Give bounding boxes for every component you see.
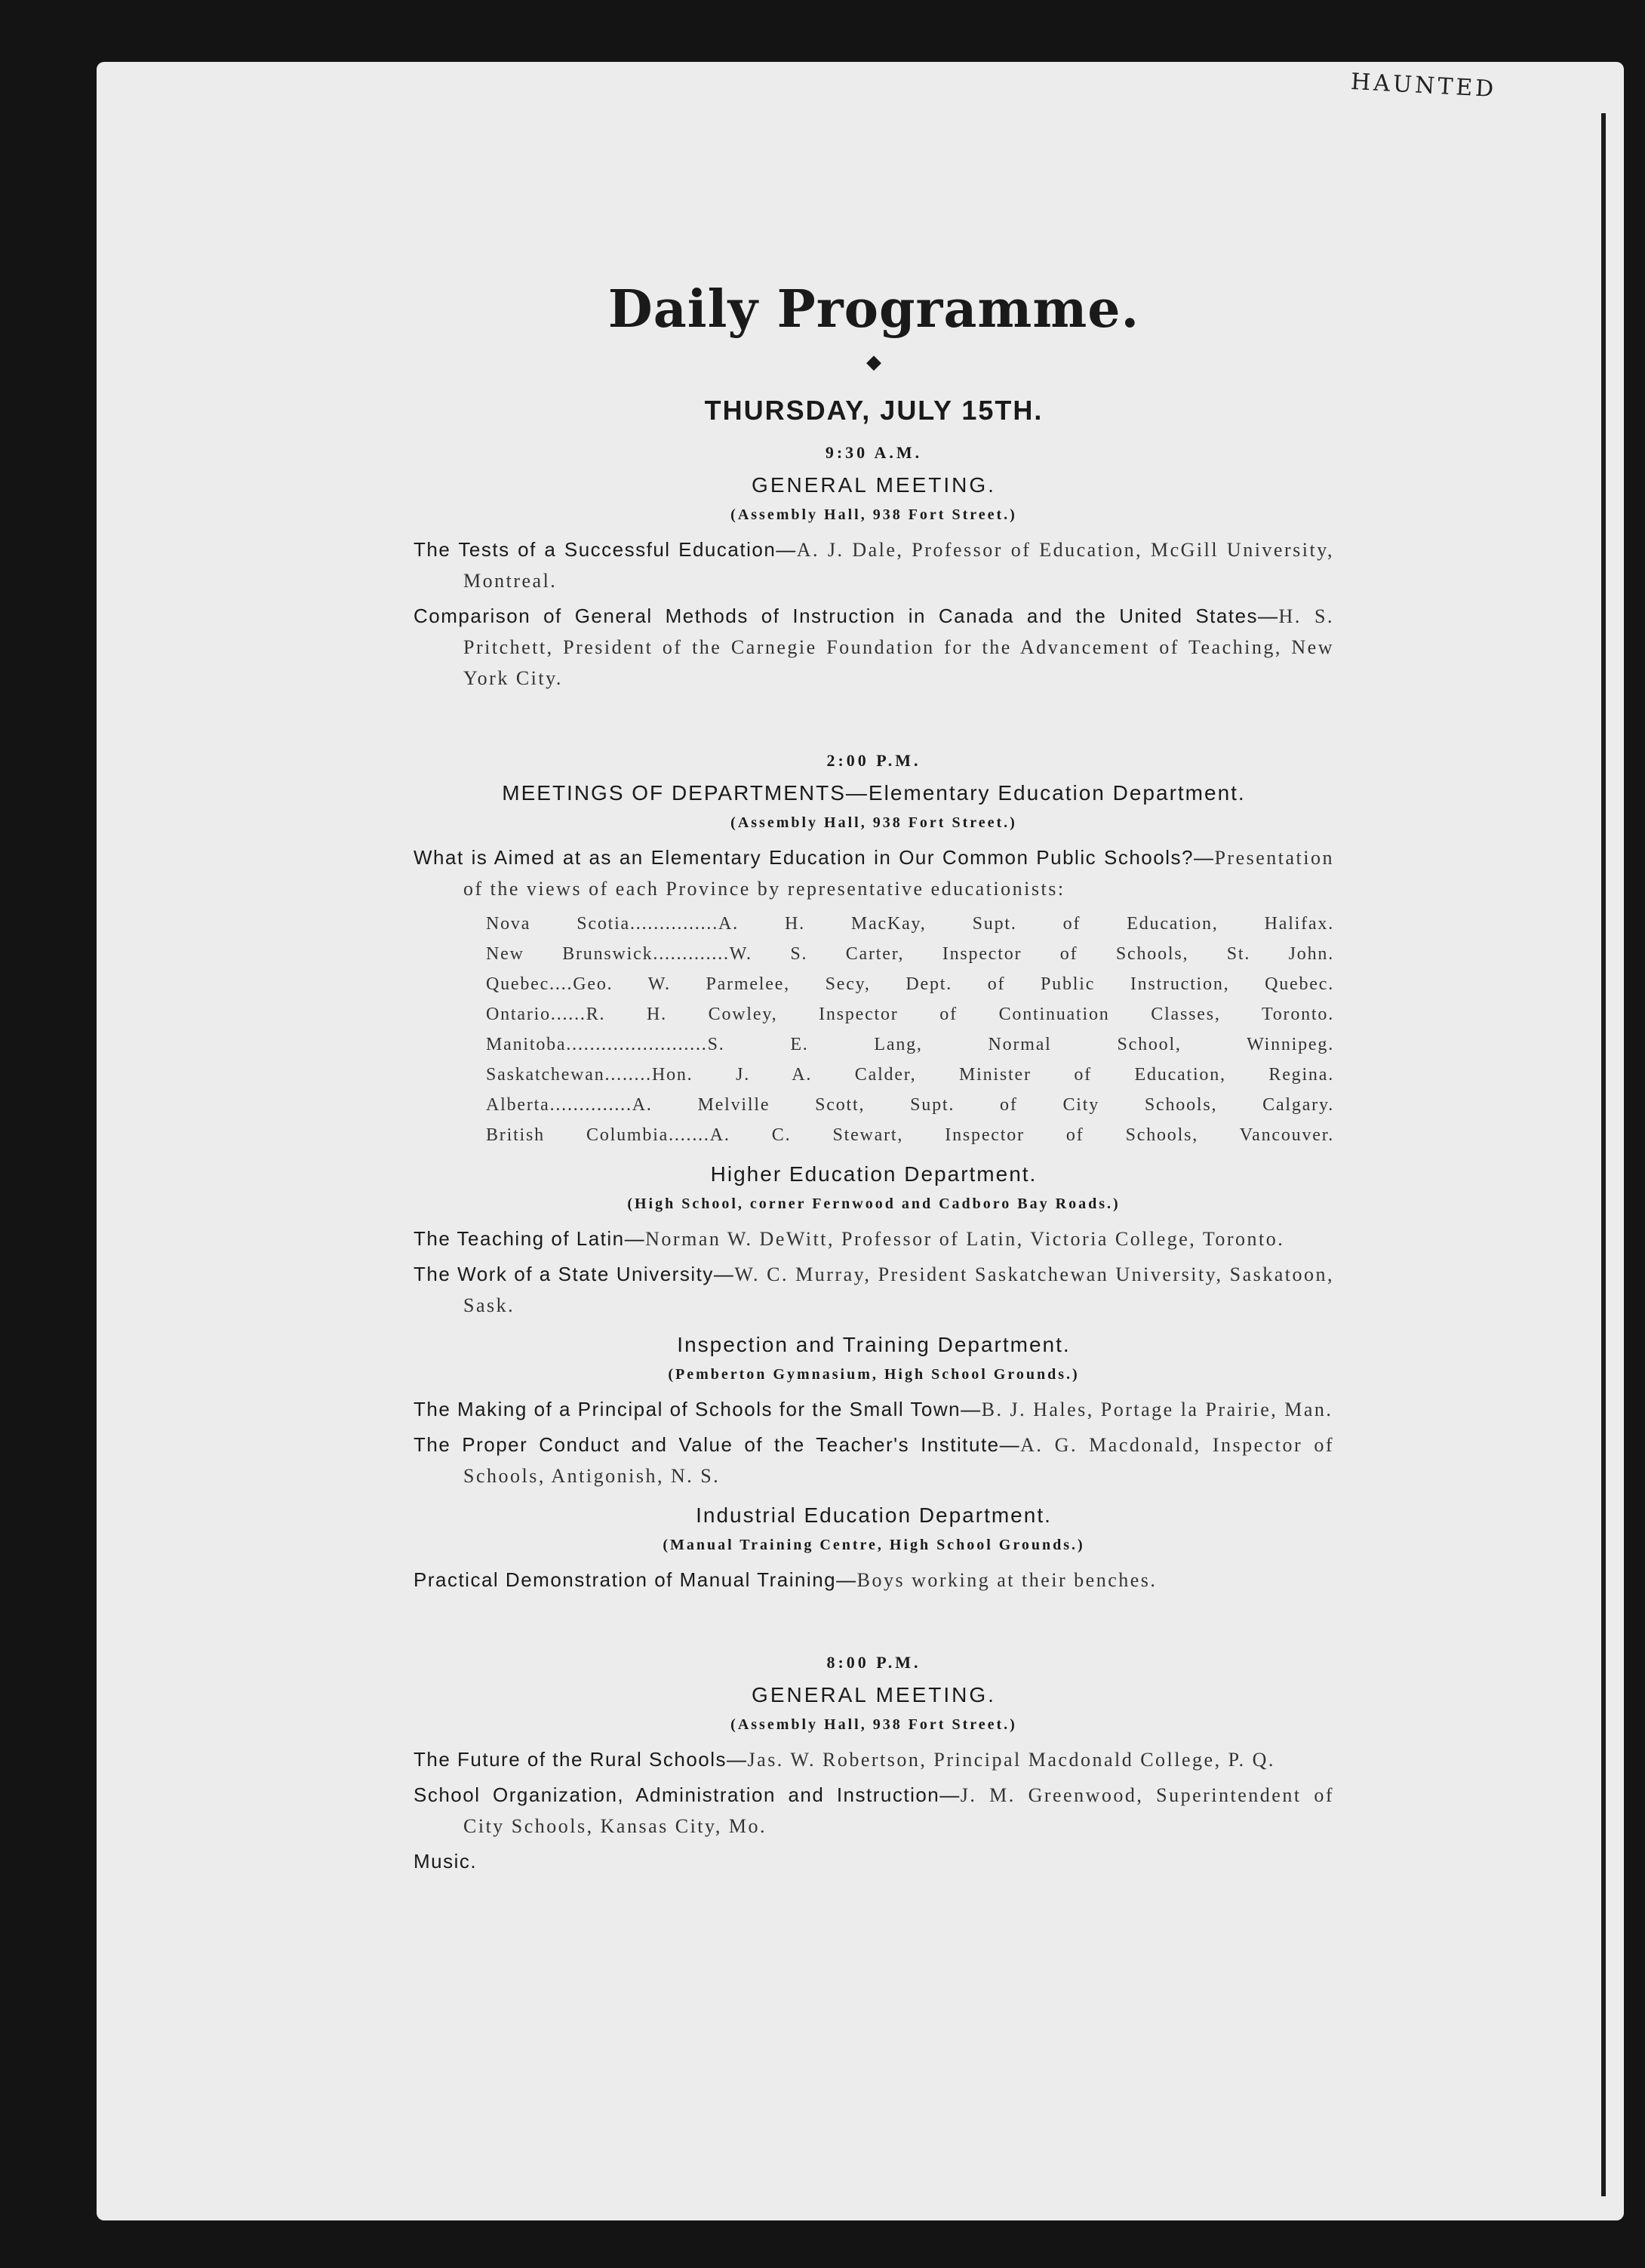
item-title: The Teaching of Latin— (414, 1227, 646, 1250)
programme-item (414, 1744, 1334, 1775)
item-speaker: W. C. Murray, President Saskatchewan University, Saskatoon, Sask. (463, 1263, 1335, 1316)
session-location: (Assembly Hall, 938 Fort Street.) (730, 814, 1017, 831)
item-title: The Future of the Rural Schools— (414, 1748, 748, 1771)
session-time: 8:00 P.M. (826, 1653, 921, 1672)
programme-date: THURSDAY, JULY 15TH. (704, 395, 1044, 426)
item-title: The Proper Conduct and Value of the Teacher's Institute— (414, 1433, 1021, 1456)
item-title: What is Aimed at as an Elementary Education in Our Common Public Schools?— (414, 846, 1215, 869)
item-title: The Making of a Principal of Schools for the Small Town— (414, 1398, 982, 1420)
programme-item (414, 1780, 1334, 1842)
item-title: The Work of a State University— (414, 1263, 735, 1285)
item-speaker: Jas. W. Robertson, Principal Macdonald College, P. Q. (747, 1749, 1275, 1771)
programme-item (414, 1846, 1334, 1877)
department-location: (Manual Training Centre, High School Grounds.) (663, 1537, 1085, 1553)
page-edge (1601, 113, 1606, 2196)
item-speaker: Presentation of the views of each Province by representative educationists: (463, 847, 1334, 900)
session-time: 9:30 A.M. (825, 443, 923, 462)
programme-item (414, 1259, 1334, 1321)
department-location: (Pemberton Gymnasium, High School Grounds.) (668, 1366, 1080, 1383)
department-location: (High School, corner Fernwood and Cadboro Bay Roads.) (627, 1196, 1121, 1212)
programme-item (414, 601, 1334, 694)
item-speaker: Boys working at their benches. (856, 1569, 1158, 1591)
page-title: Daily Programme. (607, 279, 1140, 340)
session-heading: GENERAL MEETING. (752, 1683, 996, 1706)
programme-item (414, 1565, 1334, 1596)
session-location: (Assembly Hall, 938 Fort Street.) (730, 1716, 1017, 1733)
programme-item (414, 1223, 1334, 1254)
item-title: Music. (414, 1850, 478, 1873)
item-speaker: A. J. Dale, Professor of Education, McGill University, Montreal. (463, 539, 1335, 592)
item-title: Practical Demonstration of Manual Training— (414, 1568, 857, 1591)
item-speaker: Norman W. DeWitt, Professor of Latin, Victoria College, Toronto. (645, 1228, 1285, 1250)
province-list (486, 909, 1334, 1150)
item-title: The Tests of a Successful Education— (414, 538, 797, 561)
province-row: British Columbia.......A. C. Stewart, Inspector of Schools, Vancouver. (486, 1125, 1334, 1145)
session-time: 2:00 P.M. (826, 751, 921, 770)
province-row: Saskatchewan........Hon. J. A. Calder, Minister of Education, Regina. (486, 1065, 1334, 1085)
programme-item (414, 842, 1334, 904)
diamond-ornament-icon: ◆ (866, 350, 881, 373)
margin-note: HAUNTED (1350, 68, 1498, 103)
programme-item (414, 534, 1334, 596)
department-heading: Industrial Education Department. (696, 1503, 1052, 1527)
item-title: School Organization, Administration and Instruction— (414, 1783, 961, 1806)
item-speaker: A. G. Macdonald, Inspector of Schools, Antigonish, N. S. (463, 1434, 1334, 1487)
province-row: Alberta..............A. Melville Scott, Supt. of City Schools, Calgary. (486, 1095, 1334, 1115)
department-heading: Inspection and Training Department. (677, 1333, 1071, 1356)
province-row: New Brunswick.............W. S. Carter, Inspector of Schools, St. John. (486, 944, 1334, 964)
item-speaker: H. S. Pritchett, President of the Carnegie Foundation for the Advancement of Teaching, New York City. (463, 605, 1334, 689)
province-row: Quebec....Geo. W. Parmelee, Secy, Dept. of Public Instruction, Quebec. (486, 974, 1334, 994)
session-heading: GENERAL MEETING. (752, 473, 996, 497)
programme-item (414, 1429, 1334, 1491)
session-location: (Assembly Hall, 938 Fort Street.) (730, 506, 1017, 523)
province-row: Manitoba........................S. E. Lang, Normal School, Winnipeg. (486, 1035, 1334, 1054)
province-row: Nova Scotia...............A. H. MacKay, Supt. of Education, Halifax. (486, 914, 1334, 934)
programme-item (414, 1394, 1334, 1425)
session-heading: MEETINGS OF DEPARTMENTS—Elementary Education Department. (502, 781, 1246, 805)
item-speaker: J. M. Greenwood, Superintendent of City Schools, Kansas City, Mo. (463, 1784, 1334, 1837)
department-heading: Higher Education Department. (710, 1162, 1038, 1186)
province-row: Ontario......R. H. Cowley, Inspector of Continuation Classes, Toronto. (486, 1005, 1334, 1024)
item-title: Comparison of General Methods of Instruction in Canada and the United States— (414, 605, 1279, 627)
programme-content (414, 279, 1334, 1882)
item-speaker: B. J. Hales, Portage la Prairie, Man. (981, 1399, 1333, 1420)
